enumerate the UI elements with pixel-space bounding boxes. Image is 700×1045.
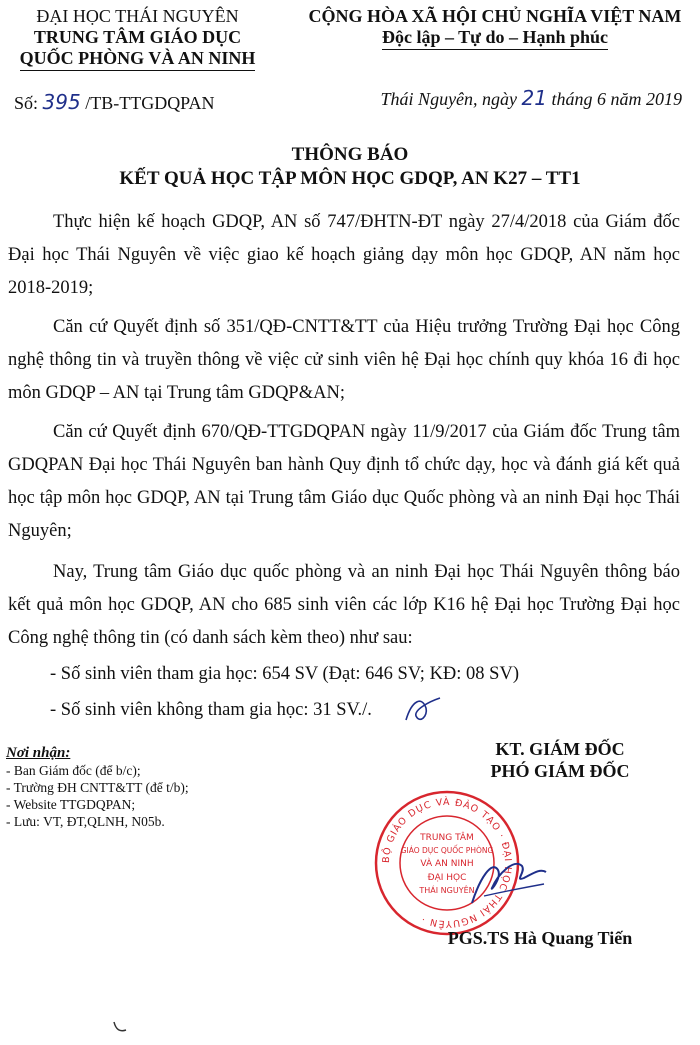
issuer-name-line2-text: QUỐC PHÒNG VÀ AN NINH: [20, 48, 256, 71]
date-rest: tháng 6 năm 2019: [551, 89, 682, 109]
paragraph-decision-670: Căn cứ Quyết định 670/QĐ-TTGDQPAN ngày 11/9/2017 của Giám đốc Trung tâm GDQPAN Đại học Thái Nguyên ban hành Quy định tổ chức dạy, học và đánh giá kết quả học tập môn học GDQP, AN tại Trung tâm Giáo dục Quốc phòng và an ninh Đại học Thái Nguyên;: [8, 422, 680, 541]
document-subtitle: KẾT QUẢ HỌC TẬP MÔN HỌC GDQP, AN K27 – TT1: [119, 168, 581, 189]
paragraph-decision-351: Căn cứ Quyết định số 351/QĐ-CNTT&TT của Hiệu trưởng Trường Đại học Công nghệ thông tin và truyền thông về việc cử sinh viên hệ Đại học chính quy khóa 16 đi học môn GDQP – AN tại Trung tâm GDQP&AN;: [8, 317, 680, 403]
motto-line: [290, 27, 700, 50]
document-number: [14, 90, 215, 114]
signature-title-block: [420, 738, 700, 782]
national-motto-block: [290, 6, 700, 50]
handwritten-signature-icon: [462, 848, 552, 918]
issuer-name-line1: TRUNG TÂM GIÁO DỤC: [33, 27, 242, 47]
recipients-heading: Nơi nhận:: [6, 745, 71, 761]
document-number-suffix: /TB-TTGDQPAN: [85, 93, 215, 113]
date-day-handwritten: 21: [521, 86, 547, 110]
recipient-item: - Ban Giám đốc (để b/c);: [6, 763, 141, 778]
document-title: THÔNG BÁO: [291, 144, 409, 165]
signature-title-line1: KT. GIÁM ĐỐC: [495, 739, 625, 759]
signature-title-line2: PHÓ GIÁM ĐỐC: [490, 761, 630, 781]
bullet-non-participants: - Số sinh viên không tham gia học: 31 SV./.: [50, 700, 372, 720]
recipient-item: - Trường ĐH CNTT&TT (để t/b);: [6, 780, 189, 795]
paragraph-announcement: Nay, Trung tâm Giáo dục quốc phòng và an ninh Đại học Thái Nguyên thông báo kết quả môn học GDQP, AN cho 685 sinh viên các lớp K16 hệ Đại học Trường Đại học Công nghệ thông tin (có danh sách kèm theo) như sau:: [8, 562, 680, 648]
motto-text: Độc lập – Tự do – Hạnh phúc: [382, 27, 608, 50]
recipient-item: - Website TTGDQPAN;: [6, 797, 136, 812]
svg-text:VÀ AN NINH: VÀ AN NINH: [420, 859, 474, 869]
national-name: CỘNG HÒA XÃ HỘI CHỦ NGHĨA VIỆT NAM: [308, 6, 682, 26]
recipient-item: - Lưu: VT, ĐT,QLNH, N05b.: [6, 814, 165, 829]
svg-text:GIÁO DỤC QUỐC PHÒNG: GIÁO DỤC QUỐC PHÒNG: [400, 846, 494, 855]
issuer-name-line2: [0, 48, 275, 71]
date-line: [381, 86, 682, 110]
issuer-block: [0, 6, 275, 71]
svg-text:BỘ GIÁO DỤC VÀ ĐÀO TẠO · ĐẠI H: BỘ GIÁO DỤC VÀ ĐÀO TẠO · ĐẠI HỌC THÁI NGUYÊN ·: [380, 796, 514, 930]
signer-name: PGS.TS Hà Quang Tiến: [447, 928, 633, 948]
bullet-participants: - Số sinh viên tham gia học: 654 SV (Đạt: 646 SV; KĐ: 08 SV): [50, 664, 519, 684]
scan-mark-icon: [110, 1018, 130, 1038]
issuer-parent: ĐẠI HỌC THÁI NGUYÊN: [36, 6, 239, 26]
date-place: Thái Nguyên, ngày: [380, 89, 518, 109]
document-number-handwritten: 395: [42, 90, 81, 114]
paragraph-plan: Thực hiện kế hoạch GDQP, AN số 747/ĐHTN-ĐT ngày 27/4/2018 của Giám đốc Đại học Thái Nguyên về việc giao kế hoạch giảng dạy môn học GDQP, AN năm học 2018-2019;: [8, 212, 680, 298]
document-number-prefix: Số:: [14, 93, 39, 113]
svg-text:TRUNG TÂM: TRUNG TÂM: [420, 833, 474, 843]
recipients-block: [6, 745, 189, 830]
svg-text:THÁI NGUYÊN: THÁI NGUYÊN: [419, 886, 475, 895]
initial-mark-icon: [398, 690, 448, 730]
svg-text:ĐẠI HỌC: ĐẠI HỌC: [427, 873, 467, 883]
